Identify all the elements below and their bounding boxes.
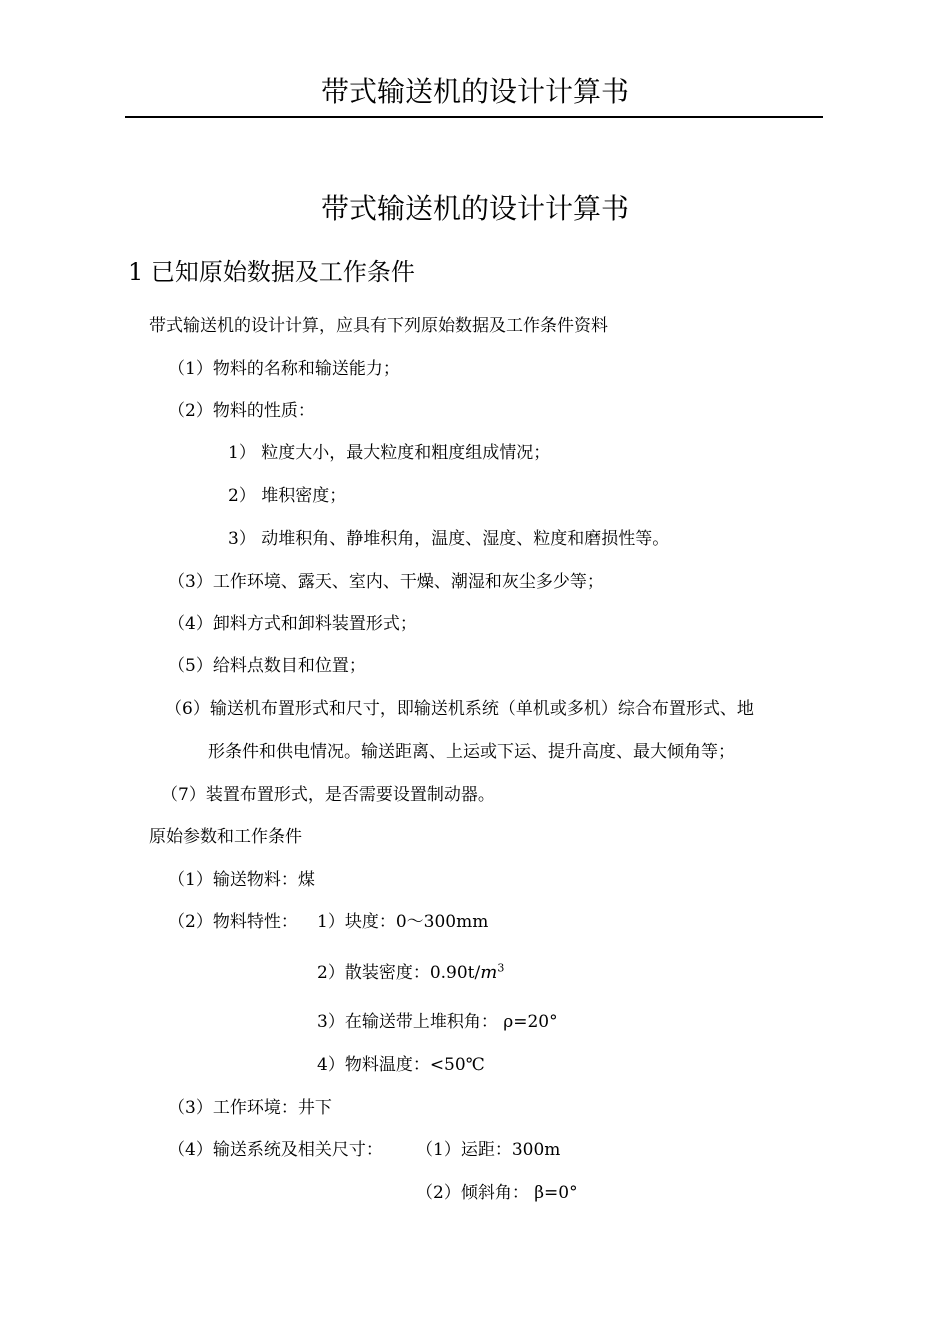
param-repose-angle: 3）在输送带上堆积角： ρ=20° [317, 1012, 558, 1032]
param-material: （1）输送物料：煤 [168, 870, 315, 890]
list-item: （1）物料的名称和输送能力； [168, 359, 400, 379]
param-lump-size: 1）块度：0～300mm [317, 912, 489, 932]
density-exponent: 3 [497, 961, 505, 975]
list-item: （7）装置布置形式，是否需要设置制动器。 [161, 785, 495, 805]
param-incline: （2）倾斜角： β=0° [416, 1183, 578, 1203]
list-item: 3） 动堆积角、静堆积角，温度、湿度、粒度和磨损性等。 [228, 529, 670, 549]
list-item-continuation: 形条件和供电情况。输送距离、上运或下运、提升高度、最大倾角等； [208, 742, 735, 762]
list-item: （4）卸料方式和卸料装置形式； [168, 614, 417, 634]
param-properties-label: （2）物料特性： [168, 912, 298, 932]
param-environment: （3）工作环境：井下 [168, 1098, 332, 1118]
density-text: 2）散装密度：0.90t/ [317, 963, 481, 983]
param-bulk-density [317, 958, 504, 983]
list-item: （3）工作环境、露天、室内、干燥、潮湿和灰尘多少等； [168, 572, 604, 592]
param-temperature: 4）物料温度：<50℃ [317, 1055, 485, 1075]
document-title: 带式输送机的设计计算书 [320, 192, 629, 225]
running-header-title: 带式输送机的设计计算书 [320, 75, 629, 108]
list-item: （2）物料的性质： [168, 401, 315, 421]
section-heading: 1 已知原始数据及工作条件 [128, 258, 415, 286]
list-item: 2） 堆积密度； [228, 486, 347, 506]
header-divider [125, 116, 823, 118]
params-heading: 原始参数和工作条件 [149, 827, 302, 847]
intro-paragraph: 带式输送机的设计计算，应具有下列原始数据及工作条件资料 [149, 316, 608, 336]
density-unit: m [480, 962, 498, 983]
list-item: 1） 粒度大小，最大粒度和粗度组成情况； [228, 443, 551, 463]
param-distance: （1）运距：300m [416, 1140, 561, 1160]
list-item: （6）输送机布置形式和尺寸，即输送机系统（单机或多机）综合布置形式、地 [165, 699, 754, 719]
param-system-label: （4）输送系统及相关尺寸： [168, 1140, 383, 1160]
list-item: （5）给料点数目和位置； [168, 656, 366, 676]
